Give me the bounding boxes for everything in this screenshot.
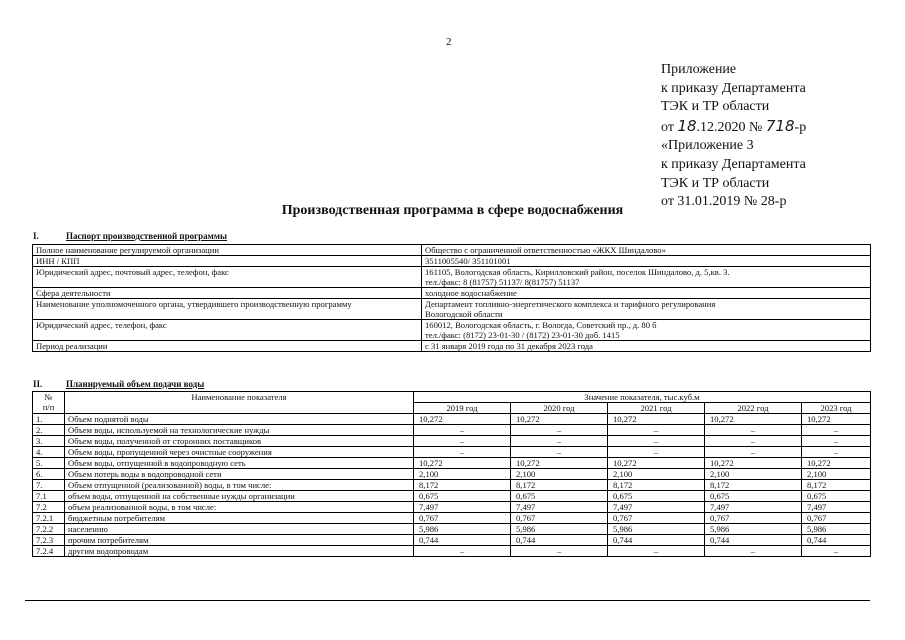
row-value: 2,100 [705,469,802,480]
passport-value-line: Общество с ограниченной ответственностью «ЖКХ Шиндалово» [425,245,666,255]
row-value: 0,744 [414,535,511,546]
row-value: 10,272 [511,414,608,425]
row-value: 5,986 [608,524,705,535]
table-row [33,491,871,502]
row-number: 7.2.1 [33,513,65,524]
passport-field-value [422,288,871,299]
passport-field-name: Полное наименование регулируемой организации [33,245,422,256]
row-value: – [802,425,871,436]
row-value: – [608,447,705,458]
row-value: 7,497 [511,502,608,513]
row-number: 7.2.2 [33,524,65,535]
row-value: 8,172 [802,480,871,491]
row-value: 0,744 [802,535,871,546]
passport-field-value [422,341,871,352]
row-value: 8,172 [608,480,705,491]
passport-field-name: Наименование уполномоченного органа, утвердившего производственную программу [33,299,422,320]
row-value: 2,100 [802,469,871,480]
row-value: – [802,447,871,458]
section-2-heading [33,379,204,389]
column-header-number [33,392,65,414]
row-value: 10,272 [608,458,705,469]
row-indicator-name: населению [65,524,414,535]
row-value: 8,172 [511,480,608,491]
row-number: 3. [33,436,65,447]
passport-field-value [422,320,871,341]
annex-date-line [661,117,806,138]
passport-field-name: Сфера деятельности [33,288,422,299]
row-value: 10,272 [414,458,511,469]
row-value: 10,272 [802,414,871,425]
table-row [33,513,871,524]
row-number: 7.2 [33,502,65,513]
row-value: 7,497 [705,502,802,513]
row-value: 0,675 [414,491,511,502]
row-number: 7.1 [33,491,65,502]
row-value: 5,986 [511,524,608,535]
annex-line: Приложение [661,62,737,77]
column-header-year: 2021 год [608,403,705,414]
annex-line: от 31.01.2019 № 28-р [661,194,787,210]
row-indicator-name: объем воды, отпущенной на собственные нужды организации [65,491,414,502]
table-row [33,535,871,546]
row-value: 7,497 [608,502,705,513]
table-row [33,341,871,352]
annex-header [661,61,806,212]
table-row [33,524,871,535]
row-value: 5,986 [802,524,871,535]
handwritten-order-number: 718 [765,116,795,135]
annex-line: «Приложение 3 [661,138,754,154]
table-row [33,256,871,267]
row-value: 7,497 [414,502,511,513]
passport-field-name: Период реализации [33,341,422,352]
row-indicator-name: Объем потерь воды в водопроводной сети [65,469,414,480]
column-header-year: 2022 год [705,403,802,414]
annex-line: к приказу Департамента [661,80,806,96]
row-indicator-name: Объем воды, отпущенной в водопроводную сеть [65,458,414,469]
row-value: 10,272 [511,458,608,469]
passport-field-name: ИНН / КПП [33,256,422,267]
table-row [33,267,871,288]
row-value: 10,272 [705,458,802,469]
table-row [33,458,871,469]
row-value: 10,272 [705,414,802,425]
table-row [33,288,871,299]
table-row [33,414,871,425]
annex-line: к приказу Департамента [661,156,806,172]
row-value: – [608,546,705,557]
row-value: 2,100 [608,469,705,480]
row-value: 0,675 [608,491,705,502]
table-row [33,320,871,341]
row-value: 0,767 [608,513,705,524]
row-value: 8,172 [414,480,511,491]
row-value: 7,497 [802,502,871,513]
header-line: п/п [42,402,55,412]
table-row [33,469,871,480]
row-value: 0,675 [511,491,608,502]
passport-field-value [422,299,871,320]
row-indicator-name: бюджетным потребителям [65,513,414,524]
row-value: 0,767 [414,513,511,524]
row-indicator-name: Объем поднятой воды [65,414,414,425]
row-value: – [608,436,705,447]
table-row [33,546,871,557]
section-number: II. [33,379,43,389]
table-row [33,299,871,320]
section-label: Паспорт производственной программы [66,231,227,241]
row-value: – [802,436,871,447]
row-value: 0,675 [802,491,871,502]
passport-value-line: тел./факс: 8 (81757) 51137/ 8(81757) 51137 [425,277,580,287]
row-value: – [414,436,511,447]
row-value: – [414,447,511,458]
column-header-year: 2020 год [511,403,608,414]
column-header-year: 2023 год [802,403,871,414]
header-line: № [44,392,53,402]
row-value: – [511,447,608,458]
row-number: 1. [33,414,65,425]
section-label: Планируемый объем подачи воды [66,379,205,389]
row-number: 7.2.4 [33,546,65,557]
row-number: 6. [33,469,65,480]
table-row [33,436,871,447]
section-1-heading [33,231,227,241]
passport-field-name: Юридический адрес, телефон, факс [33,320,422,341]
row-value: 5,986 [705,524,802,535]
row-number: 7. [33,480,65,491]
date-prefix: от [661,119,674,135]
row-value: 2,100 [414,469,511,480]
row-value: 10,272 [414,414,511,425]
row-indicator-name: Объем отпущенной (реализованной) воды, в том числе: [65,480,414,491]
row-value: 10,272 [608,414,705,425]
annex-line: ТЭК и ТР области [661,175,770,191]
order-suffix: -р [794,119,807,135]
date-rest: .12.2020 № [696,119,763,135]
passport-value-line: 161105, Вологодская область, Кирилловский район, поселок Шиндалово, д. 5,кв. 3. [425,267,730,277]
handwritten-day: 18 [677,116,697,135]
table-row [33,245,871,256]
passport-field-name: Юридический адрес, почтовый адрес, телефон, факс [33,267,422,288]
passport-field-value [422,267,871,288]
row-indicator-name: Объем воды, пропущенной через очистные сооружения [65,447,414,458]
passport-value-line: 3511005540/ 351101001 [425,256,511,266]
row-value: 8,172 [705,480,802,491]
row-indicator-name: объем реализованной воды, в том числе: [65,502,414,513]
table-row [33,480,871,491]
row-value: 0,675 [705,491,802,502]
passport-value-line: холодное водоснабжение [425,288,517,298]
row-value: – [511,425,608,436]
row-value: – [511,546,608,557]
row-value: 0,767 [511,513,608,524]
table-row [33,447,871,458]
row-value: – [608,425,705,436]
passport-table [32,244,871,352]
row-value: – [511,436,608,447]
page-number: 2 [446,36,452,48]
page-bottom-rule [25,600,870,601]
row-indicator-name: Объем воды, используемой на технологические нужды [65,425,414,436]
column-header-name: Наименование показателя [65,392,414,414]
row-value: – [705,436,802,447]
passport-value-line: Департамент топливно-энергетического комплекса и тарифного регулирования [425,299,716,309]
row-value: 0,744 [511,535,608,546]
passport-value-line: Вологодской области [425,309,503,319]
row-value: 5,986 [414,524,511,535]
passport-field-value [422,245,871,256]
table-row [33,425,871,436]
column-header-value: Значение показателя, тыс.куб.м [414,392,871,403]
row-value: 10,272 [802,458,871,469]
row-value: – [802,546,871,557]
passport-value-line: с 31 января 2019 года по 31 декабря 2023 года [425,341,593,351]
row-value: – [705,546,802,557]
column-header-year: 2019 год [414,403,511,414]
row-number: 7.2.3 [33,535,65,546]
row-indicator-name: Объем воды, полученной от сторонних поставщиков [65,436,414,447]
row-value: 0,744 [705,535,802,546]
row-value: 0,744 [608,535,705,546]
row-indicator-name: другим водопроводам [65,546,414,557]
water-supply-table [32,391,871,557]
row-value: – [414,425,511,436]
row-value: 2,100 [511,469,608,480]
annex-line: ТЭК и ТР области [661,99,770,115]
row-indicator-name: прочим потребителям [65,535,414,546]
passport-field-value [422,256,871,267]
passport-value-line: тел./факс: (8172) 23-01-30 / (8172) 23-01-30 доб. 1415 [425,330,620,340]
row-value: – [705,425,802,436]
row-value: 0,767 [802,513,871,524]
table-row [33,502,871,513]
document-title: Производственная программа в сфере водоснабжения [281,203,624,218]
row-number: 4. [33,447,65,458]
row-value: – [705,447,802,458]
row-number: 2. [33,425,65,436]
row-value: 0,767 [705,513,802,524]
section-number: I. [33,231,39,241]
row-number: 5. [33,458,65,469]
row-value: – [414,546,511,557]
passport-value-line: 160012, Вологодская область, г. Вологда, Советский пр., д. 80 б [425,320,657,330]
table-header-row [33,392,871,403]
